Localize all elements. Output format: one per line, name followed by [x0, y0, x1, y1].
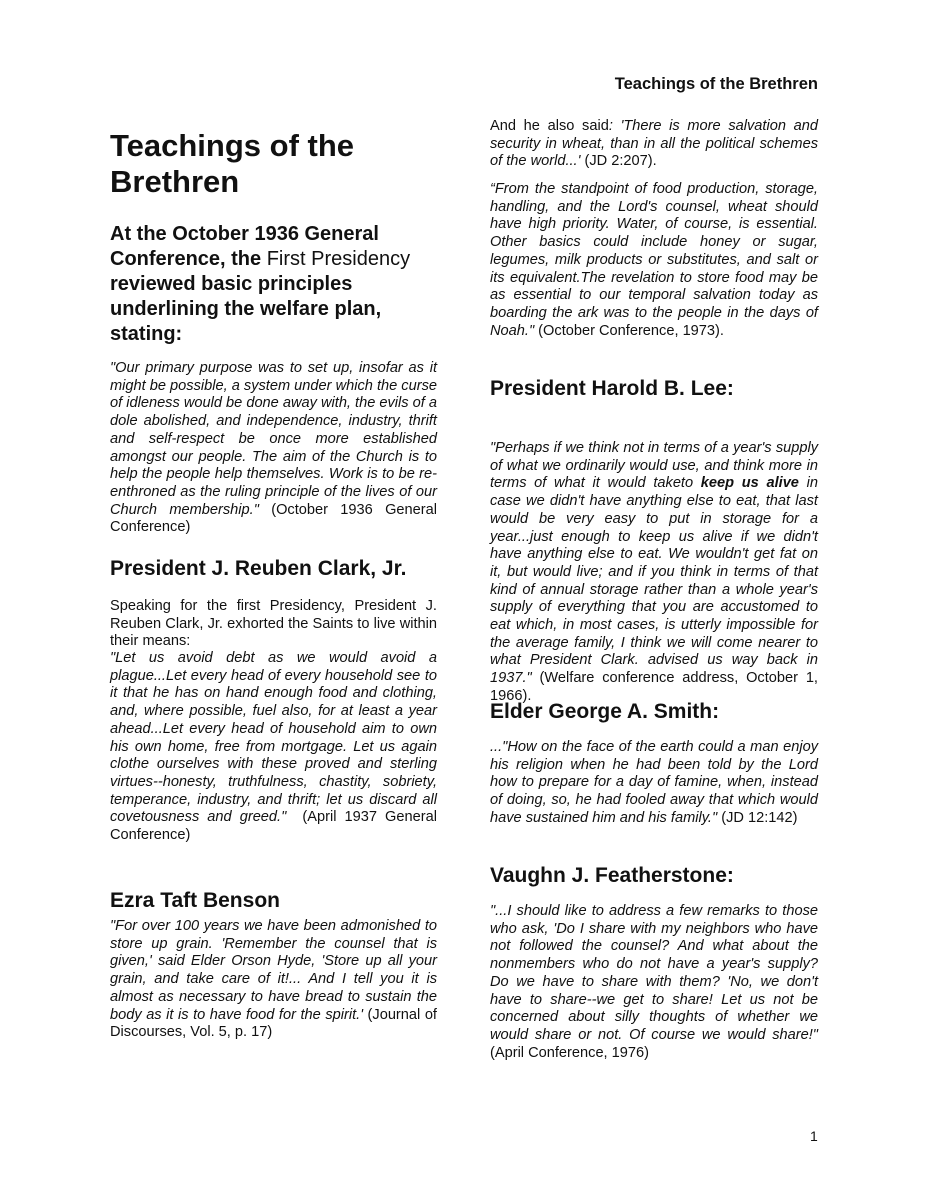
quote-text: : 'There is more salvation and security in wheat, than in all the political schemes of the world...'	[490, 118, 818, 170]
quote-text: "For over 100 years we have been admonished to store up grain. 'Remember the counsel that is given,' said Elder Orson Hyde, 'Store up all your grain, and take care of it!... And I tell you it is almost as necessary to have bread to sustain the body as it is to have food for the spirit.'	[110, 918, 437, 1023]
page-number: 1	[810, 1128, 818, 1144]
benson-quote	[110, 918, 437, 1042]
quote-citation: (Journal of Discourses, Vol. 5, p. 17)	[110, 1006, 437, 1041]
quote-text: "Let us avoid debt as we would avoid a plague...Let every head of every household see to it that he has on hand enough food and clothing, and, where possible, fuel also, for at least a year ahead...Let every head of household aim to own his own home, free from mortgage. Let us again clothe ourselves with these proved and sterling virtues--honesty, truthfulness, chastity, sobriety, temperance, industry, and thrift; let us discard all covetousness and greed."	[110, 650, 437, 826]
intro-part-3: reviewed basic principles underlining the welfare plan, stating:	[110, 273, 382, 345]
heading-clark: President J. Reuben Clark, Jr.	[110, 557, 407, 580]
benson-also-said	[490, 118, 818, 171]
featherstone-quote	[490, 903, 818, 1062]
benson-quote-1973	[490, 181, 818, 340]
clark-intro: Speaking for the first Presidency, President J. Reuben Clark, Jr. exhorted the Saints to live within their means:	[110, 598, 437, 650]
heading-lee: President Harold B. Lee:	[490, 377, 734, 400]
quote-text-cont: in case we didn't have anything else to eat, that last would be very easy to put in storage for a year...just enough to keep us alive if we didn't have anything else to eat. We wouldn't get fat on it, but would live; and if you think in terms of that kind of annual storage rather than a whole year's supply of everything that you are accustomed to eat which, in most cases, is utterly impossible for the average family, I think we will come nearer to what President Clark. advised us way back in 1937."	[490, 475, 818, 687]
intro-part-2: First Presidency	[266, 248, 411, 270]
quote-citation: (April 1937 General Conference)	[110, 809, 442, 844]
quote-1936	[110, 360, 437, 537]
quote-citation: (April Conference, 1976)	[490, 1044, 649, 1061]
quote-citation: (October 1936 General Conference)	[110, 501, 437, 536]
running-header: Teachings of the Brethren	[614, 75, 818, 93]
quote-text: "Perhaps if we think not in terms of a year's supply of what we ordinarily would use, and think more in terms of what it would taketo	[490, 440, 818, 492]
quote-citation: (JD 12:142)	[717, 809, 798, 826]
quote-text: "...I should like to address a few remarks to those who ask, 'Do I share with my neighbors who have not followed the counsel? And what about the nonmembers who do not have a year's supply? Do we have to share with them? 'No, we don't have to share--we get to share! Let us not be concerned about silly thoughts of whether we would share or not. Of course we would share!"	[490, 903, 818, 1043]
quote-citation: (October Conference, 1973).	[534, 322, 724, 339]
intro-heading	[110, 222, 437, 347]
quote-citation: (JD 2:207).	[580, 153, 657, 170]
title-line-1: Teachings of the	[110, 128, 355, 163]
quote-text: “From the standpoint of food production, storage, handling, and the Lord's counsel, wheat should have high priority. Water, of course, is essential. Other basics could include honey or sugar, legumes, milk products or substitutes, and salt or its equivalent.The revelation to store food may be as essential to our temporal salvation today as boarding the ark was to the people in the days of Noah."	[490, 181, 818, 339]
quote-text: "Our primary purpose was to set up, insofar as it might be possible, a system under which the curse of idleness would be done away with, the evils of a dole abolished, and independence, industry, thrift and self-respect be once more established amongst our people. The aim of the Church is to help the people help themselves. Work is to be re-enthroned as the ruling principle of the lives of our Church membership."	[110, 360, 437, 518]
lead-text: And he also said	[490, 118, 609, 134]
heading-smith: Elder George A. Smith:	[490, 700, 720, 723]
quote-emphasis: keep us alive	[700, 475, 799, 492]
heading-benson: Ezra Taft Benson	[110, 889, 280, 912]
heading-featherstone: Vaughn J. Featherstone:	[490, 864, 734, 887]
quote-citation: (Welfare conference address, October 1, 1966).	[490, 670, 818, 704]
smith-quote	[490, 739, 818, 828]
quote-text: ..."How on the face of the earth could a man enjoy his religion when he had been told by the Lord how to prepare for a day of famine, when, instead of doing, so, he had fooled away that which would have sustained him and his family."	[490, 739, 818, 826]
title-line-2: Brethren	[110, 164, 240, 199]
page-title	[110, 128, 437, 200]
lee-quote	[490, 440, 818, 706]
intro-part-1: At the October 1936 General Conference, the	[110, 223, 379, 270]
clark-quote	[110, 650, 442, 845]
